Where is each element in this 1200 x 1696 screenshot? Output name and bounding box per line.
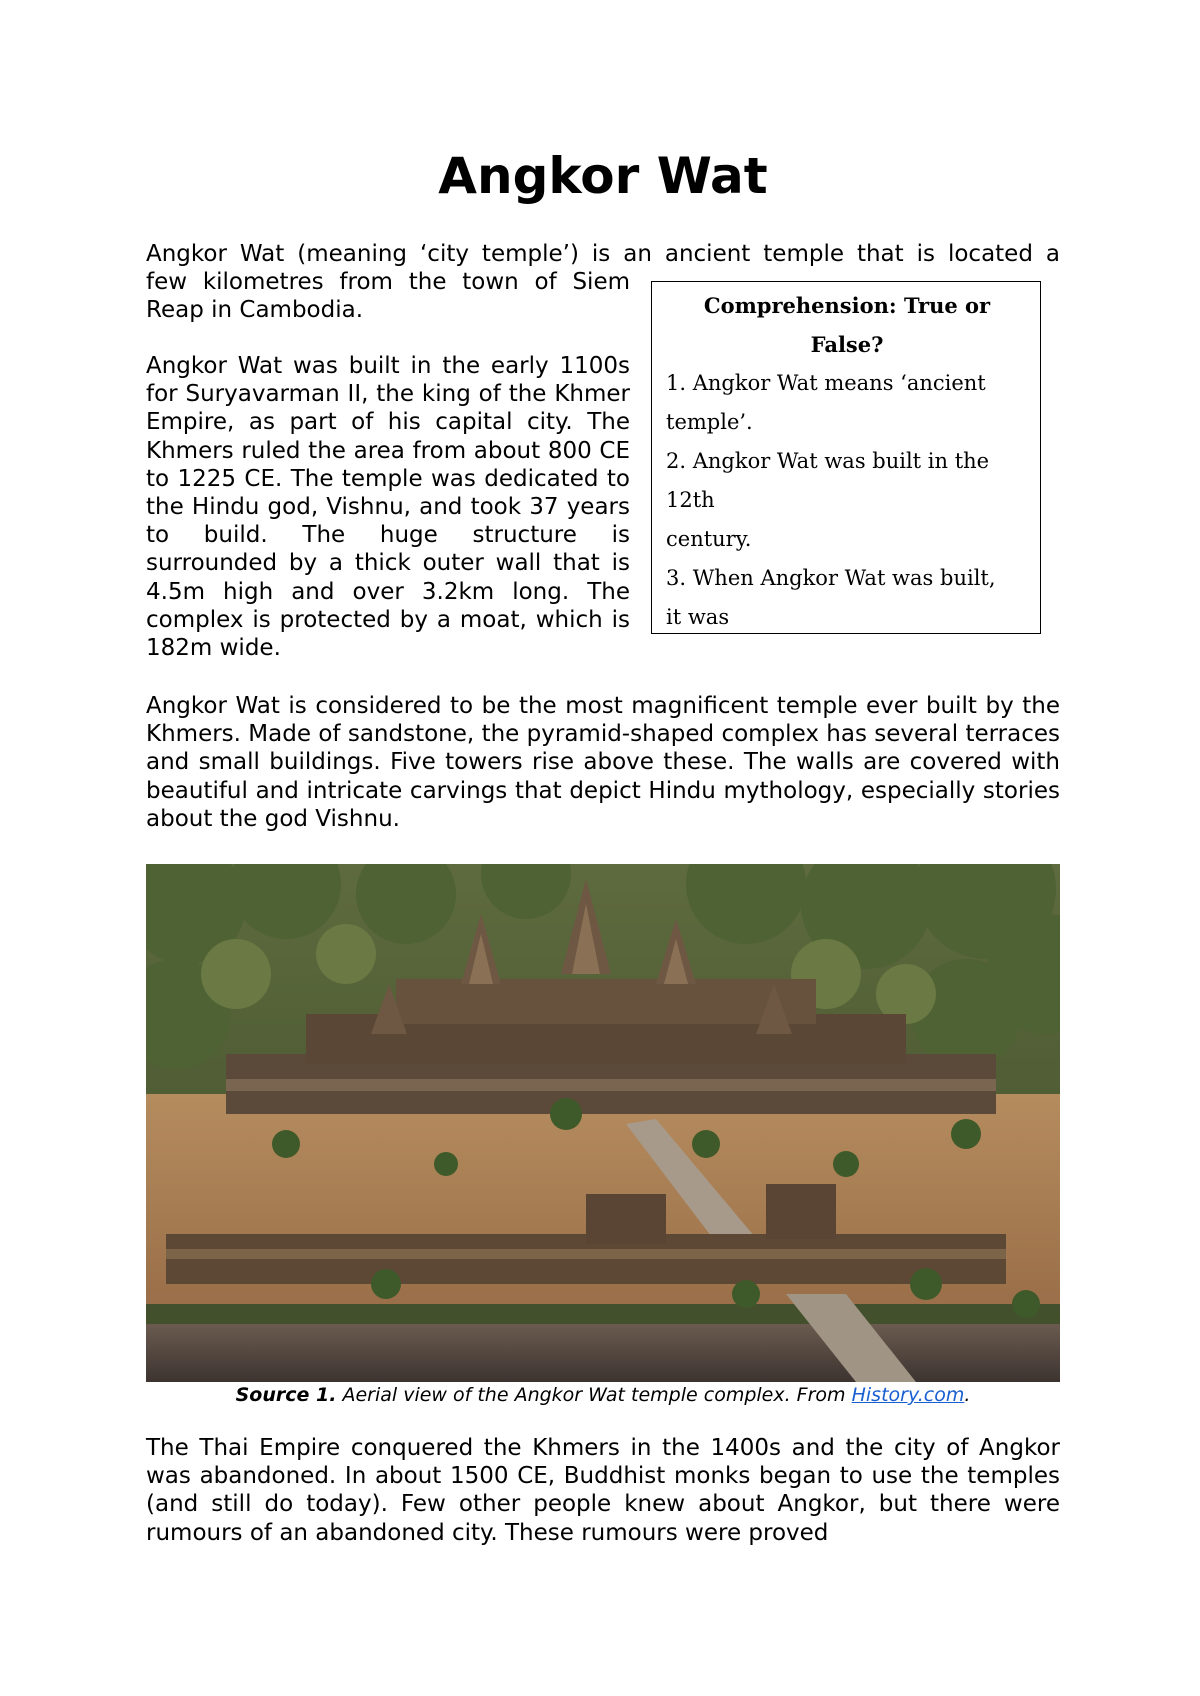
comprehension-heading [666, 286, 1028, 364]
quiz-line: 1. Angkor Wat means ‘ancient [666, 371, 986, 395]
intro-continuation: few kilometres from the town of Siem Reap in Cambodia. [146, 269, 630, 324]
history-continued-paragraph: The Thai Empire conquered the Khmers in the 1400s and the city of Angkor was abandoned. In about 1500 CE, Buddhist monks began to use the temples (and still do today). Few other people knew about Angkor, but there were rumours of an abandoned city. These rumours were proved [146, 1435, 1060, 1546]
intro-first-line: Angkor Wat (meaning ‘city temple’) is an ancient temple that is located a [146, 241, 1060, 267]
quiz-line: 3. When Angkor Wat was built, [666, 566, 996, 590]
architecture-paragraph: Angkor Wat is considered to be the most magnificent temple ever built by the Khmers. Made of sandstone, the pyramid-shaped complex has several terraces and small buildings. Five towers rise above these. The walls are covered with beautiful and intricate carvings that depict Hindu mythology, especially stories about the god Vishnu. [146, 693, 1060, 832]
caption-end: . [964, 1384, 971, 1406]
quiz-line: 2. Angkor Wat was built in the [666, 449, 990, 473]
angkor-wat-photo [146, 864, 1060, 1382]
quiz-line: it was [666, 605, 730, 629]
caption-text: Aerial view of the Angkor Wat temple complex. From [336, 1384, 852, 1406]
quiz-line: 12th [666, 488, 715, 512]
history-paragraph: Angkor Wat was built in the early 1100s for Suryavarman II, the king of the Khmer Empire, as part of his capital city. The Khmers ruled the area from about 800 CE to 1225 CE. The temple was dedicated to the Hindu god, Vishnu, and took 37 years to build. The huge structure is surrounded by a thick outer wall that is 4.5m high and over 3.2km long. The complex is protected by a moat, which is 182m wide. [146, 353, 630, 662]
comprehension-box [651, 281, 1041, 634]
quiz-line: temple’. [666, 410, 753, 434]
page-title: Angkor Wat [438, 147, 768, 205]
caption-source-link[interactable]: History.com [851, 1384, 965, 1406]
comprehension-heading-line: Comprehension: True or [703, 293, 991, 318]
comprehension-heading-line: False? [810, 332, 884, 357]
quiz-line: century. [666, 527, 752, 551]
photo-caption [146, 1382, 1060, 1408]
caption-source-label: Source 1. [235, 1384, 337, 1406]
